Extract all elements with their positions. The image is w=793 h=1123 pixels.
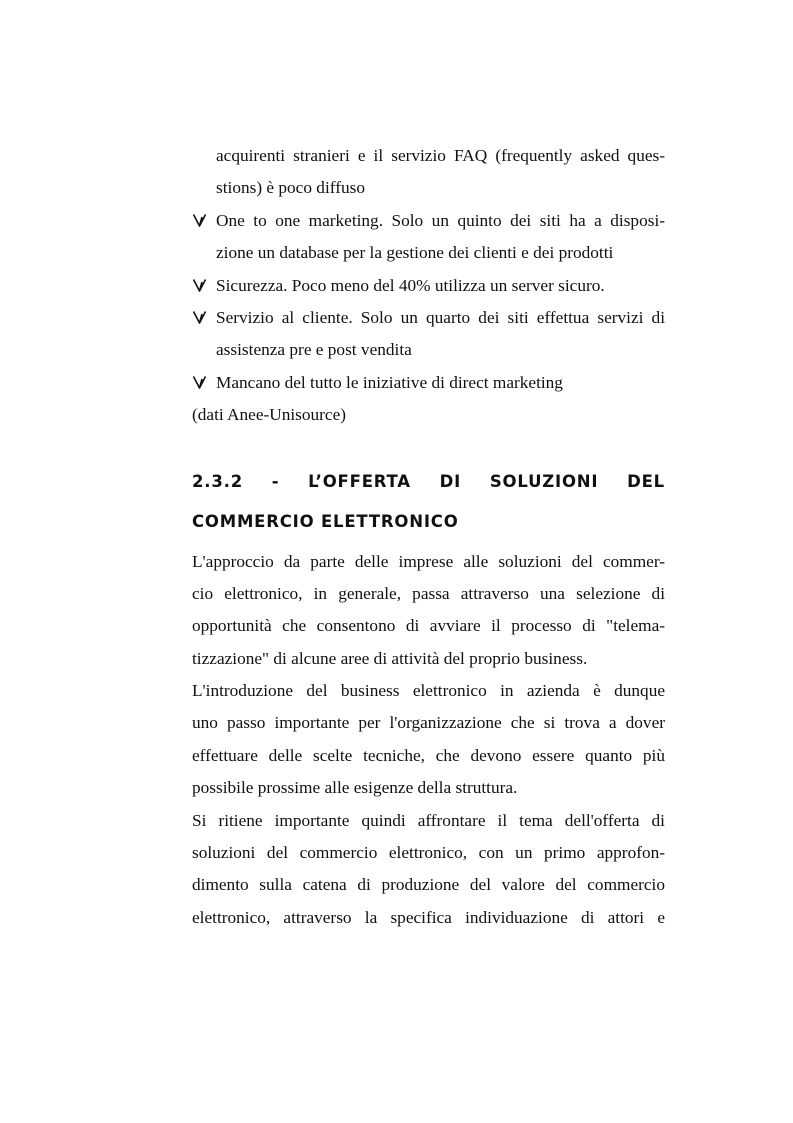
paragraph-line: Si ritiene importante quindi affrontare il tema dell'offerta di (192, 810, 665, 830)
paragraph-line: soluzioni del commercio elettronico, con un primo approfon- (192, 843, 665, 863)
bullet-item (192, 205, 665, 237)
paragraph (192, 675, 665, 805)
bullet-item (192, 270, 665, 302)
bullet-check-icon (192, 205, 208, 237)
bullet-check-icon (192, 302, 208, 334)
list-continuation-line: acquirenti stranieri e il servizio FAQ (frequently asked ques- (216, 146, 665, 165)
bullet-item (192, 302, 665, 334)
section-number: 2.3.2 (192, 471, 243, 491)
paragraph-line: dimento sulla catena di produzione del valore del commercio (192, 875, 665, 895)
list-continuation-line: stions) è poco diffuso (216, 178, 365, 198)
paragraph-line: effettuare delle scelte tecniche, che devono essere quanto più (192, 745, 665, 765)
bullet-check-icon (192, 367, 208, 399)
heading-word: L’OFFERTA (308, 471, 411, 491)
paragraph (192, 546, 665, 676)
paragraph-line: uno passo importante per l'organizzazione che si trova a dover (192, 713, 665, 733)
bullet-text: Mancano del tutto le iniziative di direct marketing (216, 372, 563, 392)
paragraph-line: cio elettronico, in generale, passa attraverso una selezione di (192, 583, 665, 603)
section-heading-line-1 (192, 462, 665, 502)
bullet-continuation-line: zione un database per la gestione dei clienti e dei prodotti (216, 243, 614, 263)
bullet-text: Sicurezza. Poco meno del 40% utilizza un server sicuro. (216, 275, 605, 295)
bullet-continuation-line: assistenza pre e post vendita (216, 340, 412, 360)
bullet-item (192, 367, 665, 399)
section-heading (192, 462, 665, 542)
bullet-text: Servizio al cliente. Solo un quarto dei siti effettua servizi di (216, 307, 665, 327)
paragraph-line: possibile prossime alle esigenze della struttura. (192, 778, 518, 798)
bullet-text: One to one marketing. Solo un quinto dei siti ha a disposi- (216, 210, 665, 230)
paragraph-line: L'approccio da parte delle imprese alle soluzioni del commer- (192, 551, 665, 571)
paragraph-line: L'introduzione del business elettronico in azienda è dunque (192, 681, 665, 701)
heading-word: DI (439, 471, 462, 491)
bullet-check-icon (192, 270, 208, 302)
paragraph (192, 805, 665, 935)
source-note: (dati Anee-Unisource) (192, 405, 347, 425)
section-heading-line-2: COMMERCIO ELETTRONICO (192, 511, 459, 531)
page-body (192, 140, 665, 934)
paragraph-line: opportunità che consentono di avviare il processo di "telema- (192, 616, 665, 636)
heading-dash: - (271, 471, 280, 491)
paragraph-line: tizzazione" di alcune aree di attività del proprio business. (192, 648, 588, 668)
heading-word: SOLUZIONI (489, 471, 599, 491)
heading-word: DEL (627, 471, 665, 491)
paragraph-line: elettronico, attraverso la specifica individuazione di attori e (192, 907, 665, 927)
